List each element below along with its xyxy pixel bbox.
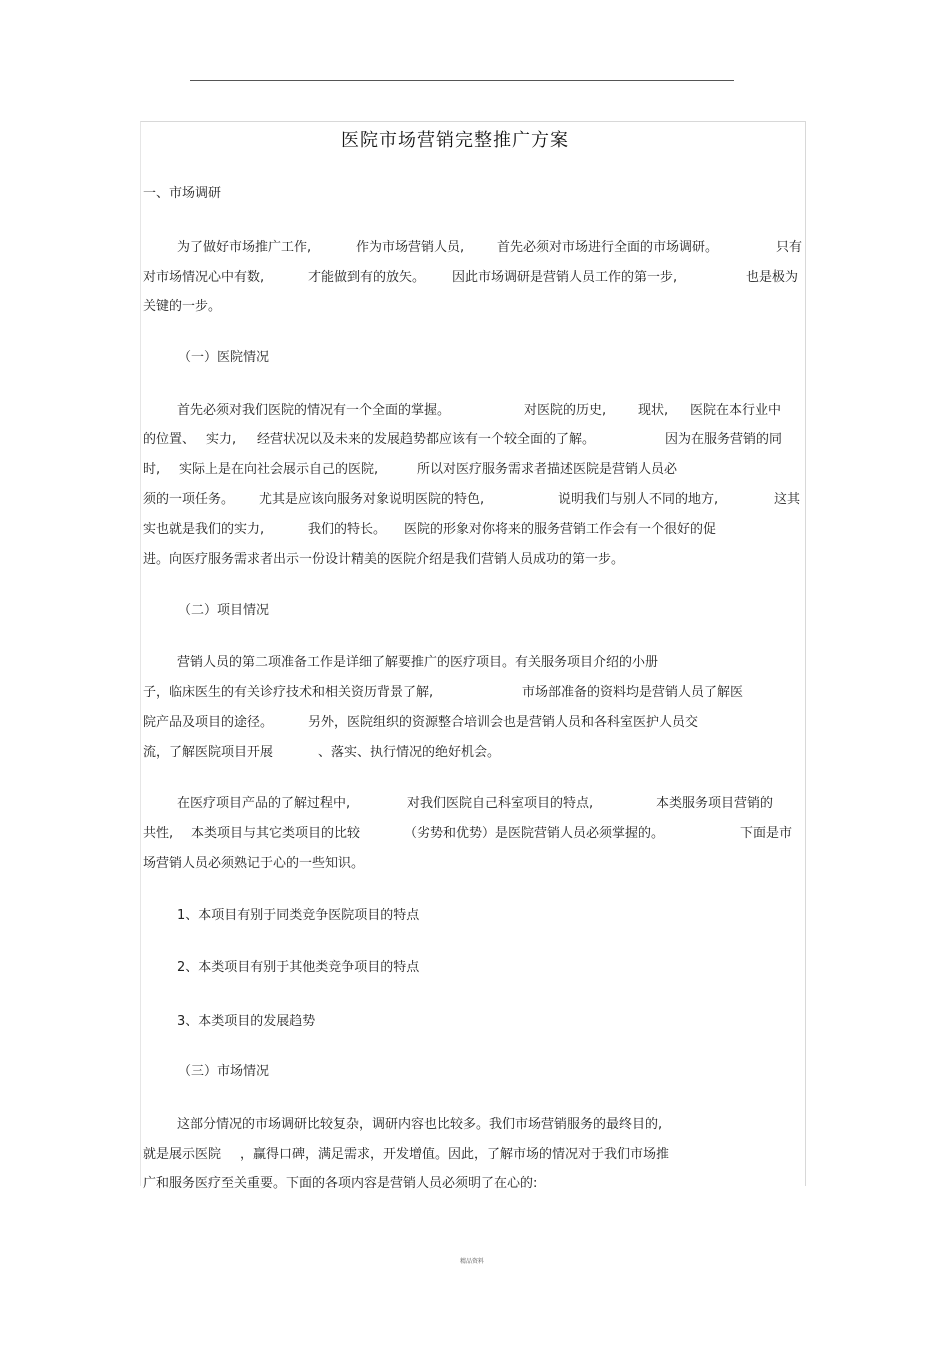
paragraph-text: 为了做好市场推广工作, — [177, 240, 312, 255]
paragraph-text: 实力, — [206, 432, 237, 447]
paragraph-text: 这部分情况的市场调研比较复杂，调研内容也比较多。我们市场营销服务的最终目的, — [177, 1117, 663, 1132]
page-footer: 精品资料 — [460, 1258, 485, 1265]
list-item: 2、本类项目有别于其他类竞争项目的特点 — [177, 960, 420, 975]
paragraph-text: 下面是市 — [740, 826, 793, 841]
paragraph-text: 首先必须对市场进行全面的市场调研。 — [497, 240, 719, 255]
paragraph-text: 才能做到有的放矢。 — [308, 270, 426, 285]
paragraph-text: 现状, — [638, 403, 669, 418]
header-rule — [190, 80, 734, 81]
paragraph-text: 本类项目与其它类项目的比较 — [191, 826, 361, 841]
paragraph-text: 首先必须对我们医院的情况有一个全面的掌握。 — [177, 403, 451, 418]
paragraph-text: 对我们医院自己科室项目的特点, — [407, 796, 594, 811]
paragraph-text: 说明我们与别人不同的地方, — [558, 492, 719, 507]
paragraph-text: 进。向医疗服务需求者出示一份设计精美的医院介绍是我们营销人员成功的第一步。 — [143, 552, 625, 567]
paragraph-text: 尤其是应该向服务对象说明医院的特色, — [259, 492, 485, 507]
paragraph-text: 在医疗项目产品的了解过程中, — [177, 796, 351, 811]
paragraph-text: 这其 — [774, 492, 801, 507]
paragraph-text: 市场部准备的资料均是营销人员了解医 — [522, 685, 744, 700]
paragraph-text: 的位置、 — [143, 432, 196, 447]
paragraph-text: 对市场情况心中有数, — [143, 270, 265, 285]
paragraph-text: 我们的特长。 — [308, 522, 387, 537]
subsection-heading-projects: （二）项目情况 — [178, 603, 270, 618]
paragraph-text: 医院在本行业中 — [690, 403, 782, 418]
paragraph-text: 医院的形象对你将来的服务营销工作会有一个很好的促 — [404, 522, 717, 537]
paragraph-text: 只有 — [776, 240, 803, 255]
subsection-heading-market: （三）市场情况 — [178, 1064, 270, 1079]
paragraph-text: 院产品及项目的途径。 — [143, 715, 274, 730]
paragraph-text: 作为市场营销人员, — [356, 240, 465, 255]
paragraph-text: 所以对医疗服务需求者描述医院是营销人员必 — [417, 462, 678, 477]
paragraph-text: ，赢得口碑，满足需求，开发增值。因此，了解市场的情况对于我们市场推 — [240, 1147, 670, 1162]
paragraph-text: 就是展示医院 — [143, 1147, 222, 1162]
paragraph-text: 另外，医院组织的资源整合培训会也是营销人员和各科室医护人员交 — [308, 715, 699, 730]
paragraph-text: 流，了解医院项目开展 — [143, 745, 274, 760]
paragraph-text: 实际上是在向社会展示自己的医院, — [179, 462, 379, 477]
paragraph-text: 实也就是我们的实力, — [143, 522, 265, 537]
paragraph-text: （劣势和优势）是医院营销人员必须掌握的。 — [404, 826, 665, 841]
paragraph-text: 场营销人员必须熟记于心的一些知识。 — [143, 856, 365, 871]
section-heading-market-research: 一、市场调研 — [143, 186, 222, 201]
paragraph-text: 本类服务项目营销的 — [656, 796, 774, 811]
document-title: 医院市场营销完整推广方案 — [341, 130, 569, 151]
paragraph-text: 广和服务医疗至关重要。下面的各项内容是营销人员必须明了在心的: — [143, 1176, 538, 1191]
paragraph-text: 营销人员的第二项准备工作是详细了解要推广的医疗项目。有关服务项目介绍的小册 — [177, 655, 659, 670]
paragraph-text: 因为在服务营销的同 — [665, 432, 783, 447]
paragraph-text: 也是极为 — [746, 270, 799, 285]
list-item: 3、本类项目的发展趋势 — [177, 1014, 316, 1029]
list-item: 1、本项目有别于同类竞争医院项目的特点 — [177, 908, 420, 923]
paragraph-text: 对医院的历史, — [524, 403, 607, 418]
subsection-heading-hospital: （一）医院情况 — [178, 350, 270, 365]
paragraph-text: 因此市场调研是营销人员工作的第一步, — [452, 270, 678, 285]
paragraph-text: 时, — [143, 462, 161, 477]
paragraph-text: 关键的一步。 — [143, 299, 222, 314]
paragraph-text: 须的一项任务。 — [143, 492, 235, 507]
paragraph-text: 共性, — [143, 826, 174, 841]
paragraph-text: 经营状况以及未来的发展趋势都应该有一个较全面的了解。 — [257, 432, 596, 447]
paragraph-text: 、落实、执行情况的绝好机会。 — [318, 745, 501, 760]
paragraph-text: 子，临床医生的有关诊疗技术和相关资历背景了解, — [143, 685, 434, 700]
